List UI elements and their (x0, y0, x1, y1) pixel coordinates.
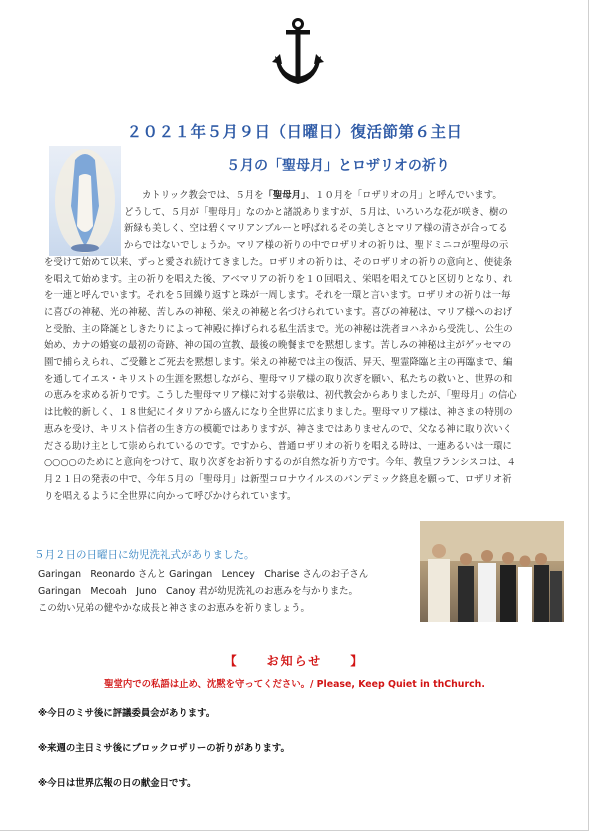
article-body (44, 188, 564, 505)
text-span: 、１０月を「ロザリオの月」と呼んでいます。 (305, 190, 502, 201)
notices-heading: 【 お知らせ 】 (224, 654, 365, 668)
article-line: と受胎、主の降誕としきたりによって神殿に捧げられる私生活まで。光の神秘は洗者ヨハネから受洗し、公生の (44, 323, 513, 335)
anchor-icon (272, 18, 324, 88)
article-line: りを唱えるように全世界に向かって呼びかけられています。 (44, 490, 297, 502)
article-line: どうして、５月が「聖母月」なのかと諸説ありますが、５月は、いろいろな花が咲き、樹の (124, 206, 508, 218)
baptism-line: Garingan Reonardo さんと Garingan Lencey Charise さんのお子さん (38, 569, 369, 580)
bold-term: 「聖母月」 (263, 190, 306, 201)
baptism-text (38, 566, 408, 617)
article-line: を通してイエス・キリストの生涯を黙想しながら、聖母マリア様の取り次ぎを願い、私たちの救いと、世界の和 (44, 373, 513, 385)
article-line: を受けて始めて以来、ずっと愛され続けてきました。ロザリオの祈りは、そのロザリオの祈りの意向と、使徒条 (44, 256, 513, 268)
article-line: 園で捕らえられ、ご受難とご死去を黙想します。栄えの神秘では主の復活、昇天、聖霊降臨と主の再臨まで、編 (44, 357, 513, 369)
article-line: 新緑も美しく、空は碧くマリアンブルーと呼ばれるその美しさとマリア様の清さが合ってる (124, 223, 508, 235)
article-line: ○○○○のためにと意向をつけて、取り次ぎをお祈りするのが自然な祈り方です。今年、教皇フランシスコは、４ (44, 457, 516, 469)
notice-item: ※来週の主日ミサ後にブロックロザリーの祈りがあります。 (38, 743, 290, 754)
notice-item: ※今日は世界広報の日の献金日です。 (38, 778, 197, 789)
baptism-line: Garingan Mecoah Juno Canoy 君が幼児洗礼のお恵みを与かりまた。 (38, 586, 358, 597)
article-paragraph-1 (44, 188, 564, 205)
article-line: の恵みを求める祈りです。こうした聖母マリア様に対する崇敬は、初代教会からありましたが、「聖母月」の信心 (44, 390, 517, 402)
baptism-line: この幼い兄弟の健やかな成長と神さまのお恵みを祈りましょう。 (38, 603, 310, 614)
article-line: は比較的新しく、１８世紀にイタリアから盛んになり全世界に広まりました。聖母マリア様は、神さまの特別の (44, 407, 513, 419)
notice-item: ※今日のミサ後に評議委員会があります。 (38, 708, 216, 719)
baptism-heading: ５月２日の日曜日に幼児洗礼式がありました。 (34, 549, 255, 561)
article-line: 始め、カナの婚宴の最初の奇跡、神の国の宣教、最後の晩餐までを黙想します。苦しみの神秘は主がゲッセマの (44, 340, 512, 352)
article-subtitle: ５月の「聖母月」とロザリオの祈り (226, 158, 450, 174)
text-span: カトリック教会では、５月を (142, 190, 264, 201)
article-line: 月２１日の発表の中で、今年５月の「聖母月」は新型コロナウイルスのパンデミック終息を願って、ロザリオ祈 (44, 473, 512, 485)
article-line: を一連と呼んでいます。それを５回繰り返すと珠が一周します。それを一環と言います。ロザリオの祈りは一毎 (44, 290, 511, 302)
article-line: からではないでしょうか。マリア様の祈りの中でロザリオの祈りは、聖ドミニコが聖母の示 (124, 240, 509, 252)
article-line: に喜びの神秘、光の神秘、苦しみの神秘、栄えの神秘と名づけられています。喜びの神秘は、マリア様へのおげ (44, 306, 513, 318)
date-heading: ２０２１年５月９日（日曜日）復活節第６主日 (126, 123, 463, 141)
silence-notice: 聖堂内での私語は止め、沈黙を守ってください。/ Please, Keep Quiet in thChurch. (104, 679, 485, 690)
baptism-photo (420, 521, 564, 622)
article-line: ださる助け主として崇められているのです。ですから、普通ロザリオの祈りを唱える時は、一連あるいは一環に (44, 440, 512, 452)
article-line: 恵みを受け、キリスト信者の生き方の模範ではありますが、神さまではありませんので、父なる神に取り次いく (44, 423, 513, 435)
article-line: を唱えて始めます。主の祈りを唱えた後、アベマリアの祈りを１０回唱え、栄唱を唱えてひと区切りとなり、れ (44, 273, 513, 285)
